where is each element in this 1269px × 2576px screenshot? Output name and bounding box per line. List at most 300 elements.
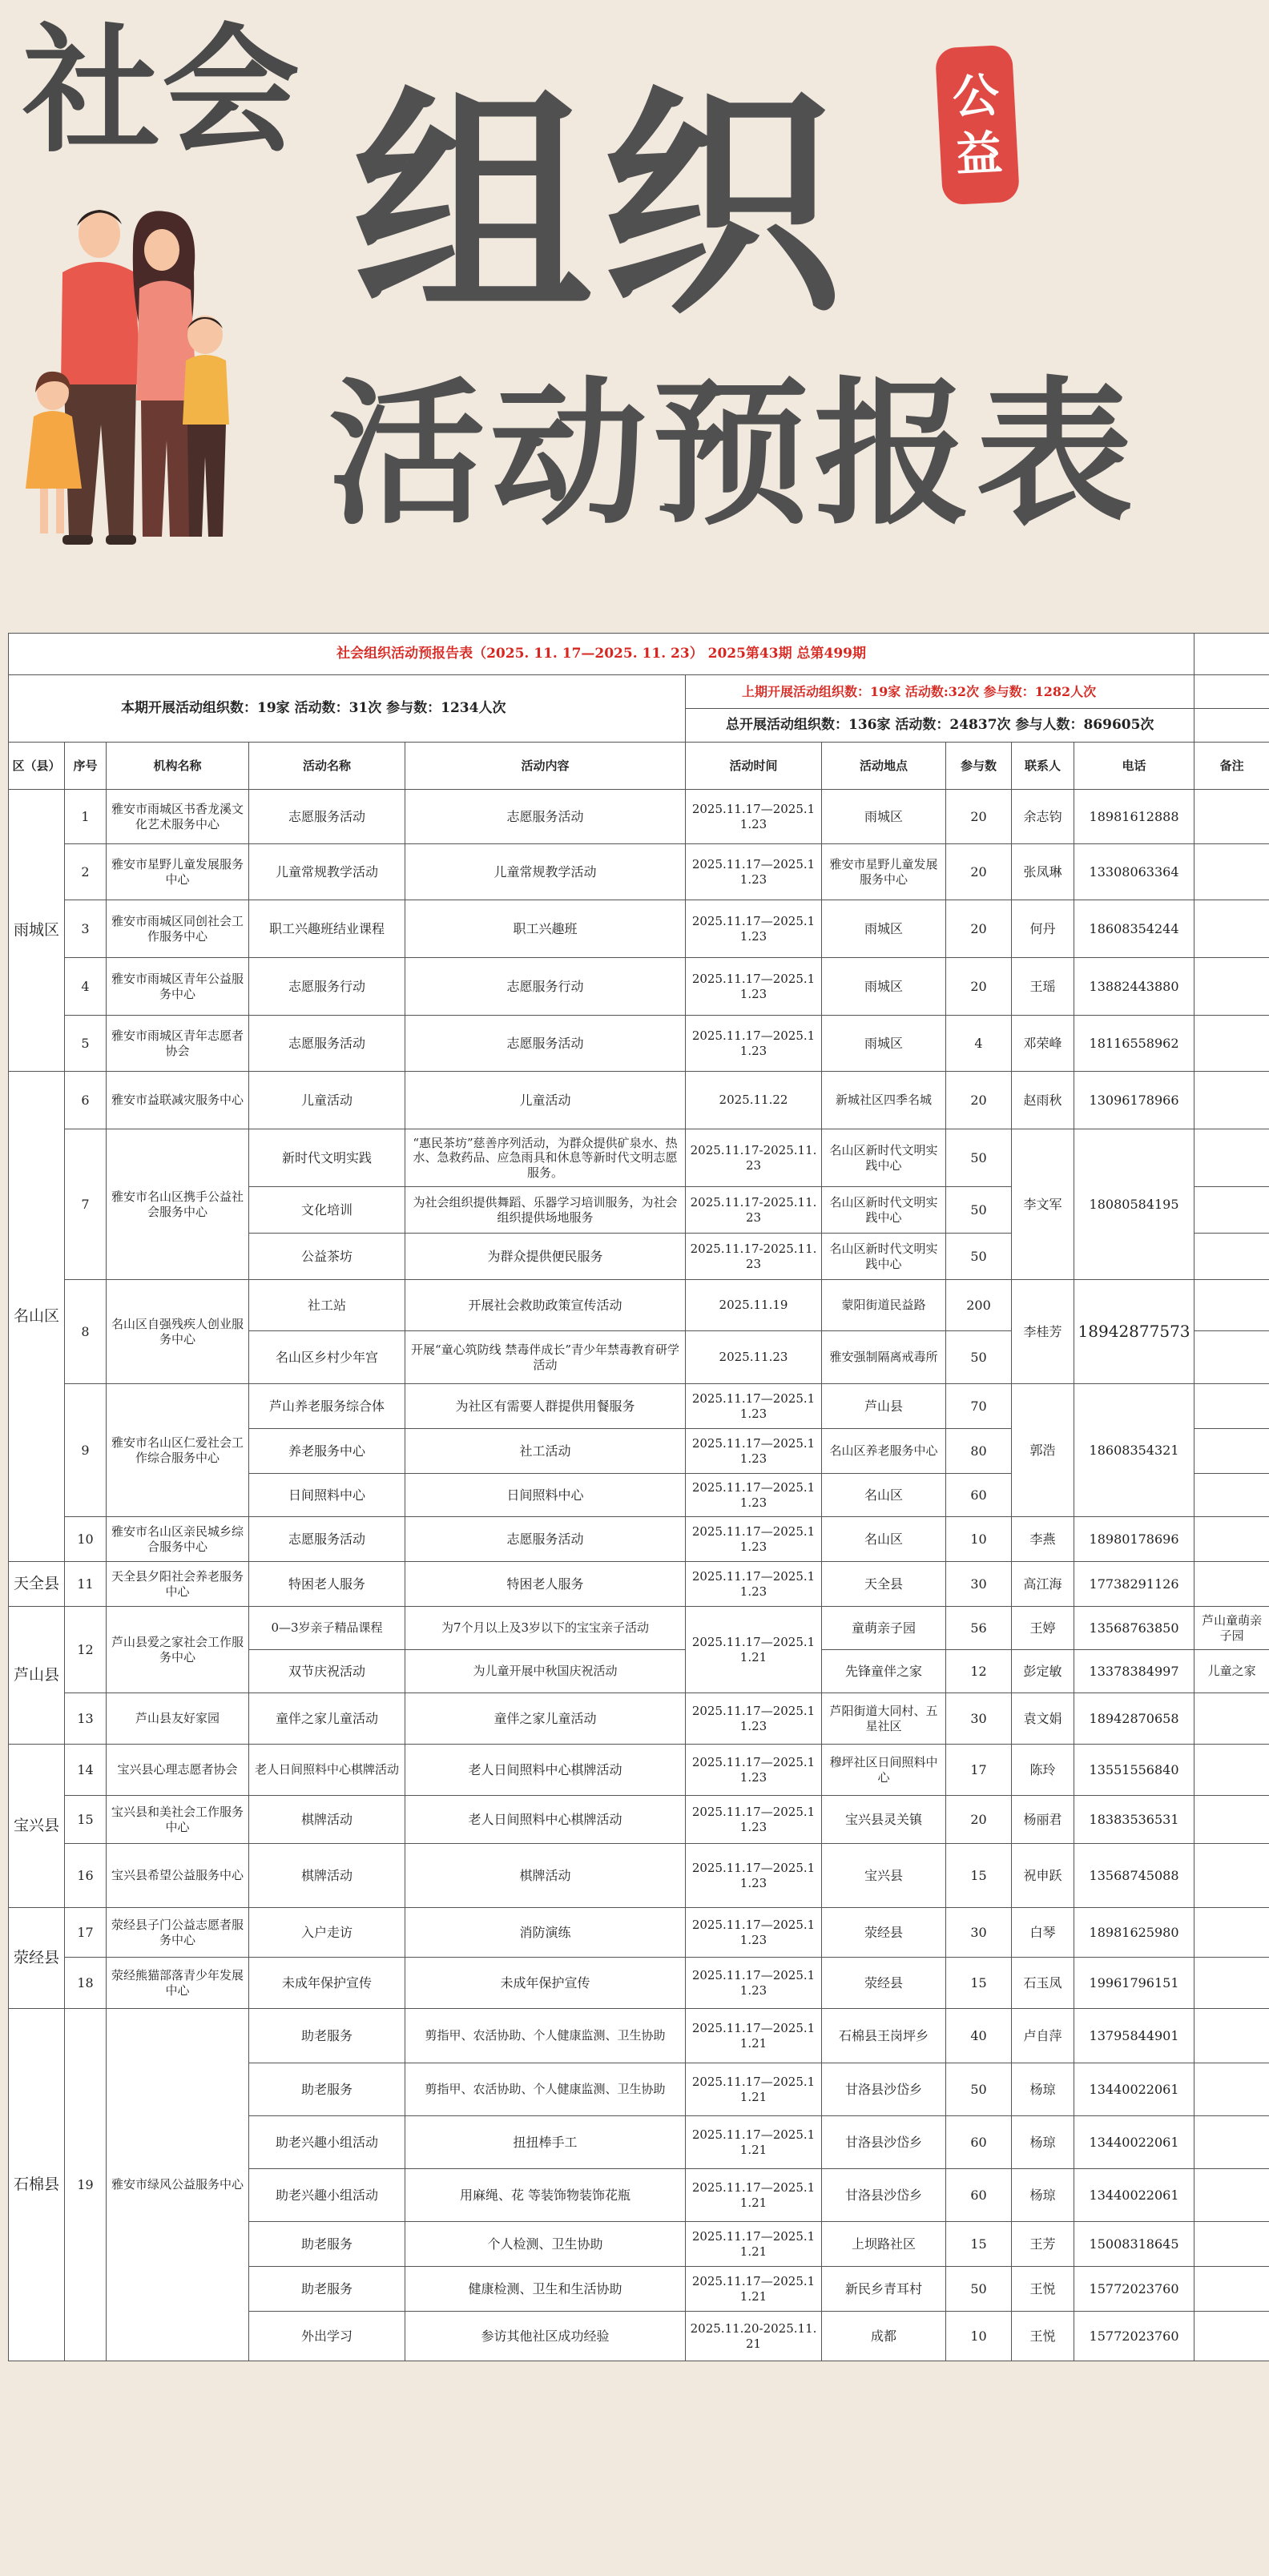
seal-char-1: 公 [951, 67, 1001, 125]
participant-count: 20 [946, 958, 1012, 1016]
contact-person: 石玉凤 [1012, 1958, 1074, 2009]
phone-number: 13551556840 [1074, 1745, 1194, 1796]
activity-name: 助老兴趣小组活动 [249, 2169, 405, 2222]
activity-content: 棋牌活动 [405, 1844, 686, 1908]
note: 芦山童萌亲子园 [1194, 1607, 1269, 1650]
note [1194, 1129, 1269, 1187]
note: 儿童之家 [1194, 1650, 1269, 1693]
phone-number: 13568745088 [1074, 1844, 1194, 1908]
district-cell: 荥经县 [9, 1908, 65, 2009]
table-row [9, 2009, 1269, 2063]
activity-name: 棋牌活动 [249, 1796, 405, 1844]
activity-name: 助老服务 [249, 2222, 405, 2267]
table-row [9, 1796, 1269, 1844]
activity-name: 志愿服务活动 [249, 790, 405, 844]
activity-time: 2025.11.17—2025.11.23 [686, 1745, 822, 1796]
activity-content: 童伴之家儿童活动 [405, 1693, 686, 1745]
activity-time: 2025.11.19 [686, 1280, 822, 1331]
participant-count: 60 [946, 2116, 1012, 2169]
participant-count: 15 [946, 1844, 1012, 1908]
phone-number: 18116558962 [1074, 1016, 1194, 1072]
note [1194, 790, 1269, 844]
header-note: 备注 [1194, 743, 1269, 790]
participant-count: 50 [946, 2267, 1012, 2312]
phone-number: 13440022061 [1074, 2063, 1194, 2116]
activity-place: 芦阳街道大同村、五星社区 [822, 1693, 946, 1745]
activity-name: 助老服务 [249, 2267, 405, 2312]
activity-place: 名山区新时代文明实践中心 [822, 1129, 946, 1187]
contact-person: 袁文娟 [1012, 1693, 1074, 1745]
table-row [9, 790, 1269, 844]
org-no: 8 [65, 1280, 107, 1384]
activity-time: 2025.11.22 [686, 1072, 822, 1129]
phone-number: 18080584195 [1074, 1129, 1194, 1280]
activity-time: 2025.11.17—2025.11.21 [686, 2116, 822, 2169]
contact-person: 张凤琳 [1012, 844, 1074, 900]
org-no: 2 [65, 844, 107, 900]
activity-place: 甘洛县沙岱乡 [822, 2116, 946, 2169]
participant-count: 200 [946, 1280, 1012, 1331]
participant-count: 10 [946, 1517, 1012, 1562]
activity-content: 志愿服务活动 [405, 1517, 686, 1562]
participant-count: 10 [946, 2312, 1012, 2361]
org-name: 天全县夕阳社会养老服务中心 [107, 1562, 249, 1607]
header-district: 区（县） [9, 743, 65, 790]
org-no: 4 [65, 958, 107, 1016]
participant-count: 40 [946, 2009, 1012, 2063]
table-row [9, 1072, 1269, 1129]
contact-person: 祝申跃 [1012, 1844, 1074, 1908]
activity-place: 雨城区 [822, 1016, 946, 1072]
table-row [9, 1607, 1269, 1650]
poster-title-line2: 组织 [352, 66, 849, 346]
activity-time: 2025.11.17—2025.11.23 [686, 900, 822, 958]
activity-place: 穆坪社区日间照料中心 [822, 1745, 946, 1796]
phone-number: 18608354244 [1074, 900, 1194, 958]
activity-content: 老人日间照料中心棋牌活动 [405, 1796, 686, 1844]
district-cell: 宝兴县 [9, 1745, 65, 1908]
org-name: 荥经县子门公益志愿者服务中心 [107, 1908, 249, 1958]
activity-content: 老人日间照料中心棋牌活动 [405, 1745, 686, 1796]
activity-time: 2025.11.23 [686, 1331, 822, 1384]
org-no: 17 [65, 1908, 107, 1958]
activity-place: 荥经县 [822, 1908, 946, 1958]
org-no: 18 [65, 1958, 107, 2009]
note [1194, 2009, 1269, 2063]
phone-number: 13096178966 [1074, 1072, 1194, 1129]
activity-time: 2025.11.17—2025.11.23 [686, 1562, 822, 1607]
activity-name: 助老服务 [249, 2063, 405, 2116]
org-no: 11 [65, 1562, 107, 1607]
note [1194, 1693, 1269, 1745]
org-name: 雅安市绿风公益服务中心 [107, 2009, 249, 2361]
note [1194, 844, 1269, 900]
report-table-wrapper [8, 633, 1269, 2361]
phone-number: 18981625980 [1074, 1908, 1194, 1958]
phone-number: 13568763850 [1074, 1607, 1194, 1650]
activity-time: 2025.11.17—2025.11.23 [686, 1517, 822, 1562]
table-row [9, 958, 1269, 1016]
org-no: 12 [65, 1607, 107, 1693]
org-name: 雅安市雨城区书香龙溪文化艺术服务中心 [107, 790, 249, 844]
activity-content: 为7个月以上及3岁以下的宝宝亲子活动 [405, 1607, 686, 1650]
participant-count: 50 [946, 1129, 1012, 1187]
activity-content: 志愿服务活动 [405, 790, 686, 844]
contact-person: 邓荣峰 [1012, 1016, 1074, 1072]
activity-time: 2025.11.17—2025.11.23 [686, 958, 822, 1016]
public-welfare-seal [935, 45, 1020, 206]
activity-name: 志愿服务活动 [249, 1517, 405, 1562]
note [1194, 2222, 1269, 2267]
org-name: 名山区自强残疾人创业服务中心 [107, 1280, 249, 1384]
activity-content: 用麻绳、花 等装饰物装饰花瓶 [405, 2169, 686, 2222]
activity-content: 儿童常规教学活动 [405, 844, 686, 900]
report-caption: 社会组织活动预报告表（2025. 11. 17—2025. 11. 23） 2025第43期 总第499期 [9, 634, 1194, 675]
activity-content: 儿童活动 [405, 1072, 686, 1129]
table-row [9, 1693, 1269, 1745]
org-no: 5 [65, 1016, 107, 1072]
participant-count: 70 [946, 1384, 1012, 1429]
participant-count: 20 [946, 790, 1012, 844]
poster-title-line1: 社会 [22, 10, 301, 171]
participant-count: 50 [946, 2063, 1012, 2116]
activity-time: 2025.11.17—2025.11.23 [686, 1958, 822, 2009]
note [1194, 2063, 1269, 2116]
contact-person: 李文军 [1012, 1129, 1074, 1280]
header-participants: 参与数 [946, 743, 1012, 790]
activity-name: 职工兴趣班结业课程 [249, 900, 405, 958]
contact-person: 王瑶 [1012, 958, 1074, 1016]
activity-content: 为社会组织提供舞蹈、乐器学习培训服务，为社会组织提供场地服务 [405, 1187, 686, 1234]
org-name: 宝兴县和美社会工作服务中心 [107, 1796, 249, 1844]
participant-count: 20 [946, 1796, 1012, 1844]
activity-name: 助老兴趣小组活动 [249, 2116, 405, 2169]
header-contact: 联系人 [1012, 743, 1074, 790]
org-no: 6 [65, 1072, 107, 1129]
org-name: 雅安市雨城区青年志愿者协会 [107, 1016, 249, 1072]
activity-name: 公益茶坊 [249, 1234, 405, 1280]
activity-name: 儿童常规教学活动 [249, 844, 405, 900]
contact-person: 王悦 [1012, 2312, 1074, 2361]
contact-person: 余志钧 [1012, 790, 1074, 844]
contact-person: 杨琼 [1012, 2063, 1074, 2116]
activity-content: 开展社会救助政策宣传活动 [405, 1280, 686, 1331]
activity-place: 雨城区 [822, 958, 946, 1016]
activity-name: 芦山养老服务综合体 [249, 1384, 405, 1429]
activity-place: 雅安市星野儿童发展服务中心 [822, 844, 946, 900]
activity-place: 宝兴县灵关镇 [822, 1796, 946, 1844]
phone-number: 15008318645 [1074, 2222, 1194, 2267]
activity-place: 甘洛县沙岱乡 [822, 2063, 946, 2116]
activity-name: 日间照料中心 [249, 1474, 405, 1517]
participant-count: 30 [946, 1562, 1012, 1607]
activity-name: 文化培训 [249, 1187, 405, 1234]
activity-time: 2025.11.17—2025.11.21 [686, 2169, 822, 2222]
activity-content: 职工兴趣班 [405, 900, 686, 958]
activity-place: 宝兴县 [822, 1844, 946, 1908]
activity-place: 荥经县 [822, 1958, 946, 2009]
contact-person: 杨琼 [1012, 2116, 1074, 2169]
participant-count: 12 [946, 1650, 1012, 1693]
district-cell: 石棉县 [9, 2009, 65, 2361]
activity-time: 2025.11.17—2025.11.23 [686, 1693, 822, 1745]
org-no: 9 [65, 1384, 107, 1517]
table-row [9, 844, 1269, 900]
phone-number: 18942870658 [1074, 1693, 1194, 1745]
last-period-summary: 上期开展活动组织数：19家 活动数:32次 参与数：1282人次 [686, 675, 1194, 709]
org-name: 雅安市雨城区青年公益服务中心 [107, 958, 249, 1016]
activity-name: 老人日间照料中心棋牌活动 [249, 1745, 405, 1796]
org-no: 7 [65, 1129, 107, 1280]
note [1194, 900, 1269, 958]
activity-time: 2025.11.17—2025.11.23 [686, 1474, 822, 1517]
activity-place: 上坝路社区 [822, 2222, 946, 2267]
activity-name: 助老服务 [249, 2009, 405, 2063]
activity-time: 2025.11.17—2025.11.23 [686, 1908, 822, 1958]
note [1194, 1280, 1269, 1331]
note [1194, 1072, 1269, 1129]
note [1194, 1745, 1269, 1796]
header-no: 序号 [65, 743, 107, 790]
activity-name: 志愿服务行动 [249, 958, 405, 1016]
activity-time: 2025.11.17—2025.11.23 [686, 790, 822, 844]
activity-content: 为群众提供便民服务 [405, 1234, 686, 1280]
contact-person: 郭浩 [1012, 1384, 1074, 1517]
participant-count: 50 [946, 1187, 1012, 1234]
activity-content: 参访其他社区成功经验 [405, 2312, 686, 2361]
activity-content: 剪指甲、农活协助、个人健康监测、卫生协助 [405, 2063, 686, 2116]
activity-name: 双节庆祝活动 [249, 1650, 405, 1693]
note [1194, 2267, 1269, 2312]
table-row [9, 1958, 1269, 2009]
poster-title-line3: 活动预报表 [328, 364, 1138, 546]
org-no: 16 [65, 1844, 107, 1908]
activity-content: 特困老人服务 [405, 1562, 686, 1607]
activity-place: 新城社区四季名城 [822, 1072, 946, 1129]
org-name: 荥经熊猫部落青少年发展中心 [107, 1958, 249, 2009]
phone-number: 13882443880 [1074, 958, 1194, 1016]
phone-number: 18608354321 [1074, 1384, 1194, 1517]
district-cell: 芦山县 [9, 1607, 65, 1745]
header-activity-name: 活动名称 [249, 743, 405, 790]
header-org-name: 机构名称 [107, 743, 249, 790]
note [1194, 1016, 1269, 1072]
activity-name: 名山区乡村少年宫 [249, 1331, 405, 1384]
activity-time: 2025.11.17—2025.11.21 [686, 2267, 822, 2312]
participant-count: 50 [946, 1234, 1012, 1280]
contact-person: 白琴 [1012, 1908, 1074, 1958]
org-no: 13 [65, 1693, 107, 1745]
phone-number: 15772023760 [1074, 2312, 1194, 2361]
activity-time: 2025.11.17—2025.11.23 [686, 1844, 822, 1908]
table-row [9, 1384, 1269, 1429]
participant-count: 60 [946, 1474, 1012, 1517]
note [1194, 1562, 1269, 1607]
activity-place: 名山区 [822, 1474, 946, 1517]
phone-number: 18981612888 [1074, 790, 1194, 844]
activity-time: 2025.11.20-2025.11.21 [686, 2312, 822, 2361]
activity-name: 特困老人服务 [249, 1562, 405, 1607]
total-summary: 总开展活动组织数：136家 活动数：24837次 参与人数：869605次 [686, 709, 1194, 743]
header-activity-place: 活动地点 [822, 743, 946, 790]
activity-time: 2025.11.17—2025.11.21 [686, 2063, 822, 2116]
district-cell: 名山区 [9, 1072, 65, 1562]
phone-number: 13378384997 [1074, 1650, 1194, 1693]
note [1194, 1796, 1269, 1844]
phone-number: 13795844901 [1074, 2009, 1194, 2063]
district-cell: 雨城区 [9, 790, 65, 1072]
table-row [9, 900, 1269, 958]
activity-place: 天全县 [822, 1562, 946, 1607]
note [1194, 1187, 1269, 1234]
phone-number: 13308063364 [1074, 844, 1194, 900]
note [1194, 1429, 1269, 1474]
phone-number: 17738291126 [1074, 1562, 1194, 1607]
phone-number: 13440022061 [1074, 2169, 1194, 2222]
activity-time: 2025.11.17-2025.11.23 [686, 1234, 822, 1280]
activity-place: 甘洛县沙岱乡 [822, 2169, 946, 2222]
activity-place: 石棉县王岗坪乡 [822, 2009, 946, 2063]
activity-report-table [8, 633, 1269, 2361]
participant-count: 56 [946, 1607, 1012, 1650]
activity-time: 2025.11.17-2025.11.23 [686, 1187, 822, 1234]
org-name: 雅安市雨城区同创社会工作服务中心 [107, 900, 249, 958]
note [1194, 1958, 1269, 2009]
activity-place: 名山区新时代文明实践中心 [822, 1234, 946, 1280]
activity-content: 为儿童开展中秋国庆祝活动 [405, 1650, 686, 1693]
contact-person: 李桂芳 [1012, 1280, 1074, 1384]
note [1194, 1384, 1269, 1429]
note [1194, 1474, 1269, 1517]
contact-person: 卢自萍 [1012, 2009, 1074, 2063]
contact-person: 彭定敏 [1012, 1650, 1074, 1693]
org-no: 10 [65, 1517, 107, 1562]
activity-time: 2025.11.17—2025.11.23 [686, 1429, 822, 1474]
participant-count: 4 [946, 1016, 1012, 1072]
participant-count: 15 [946, 1958, 1012, 2009]
activity-time: 2025.11.17—2025.11.21 [686, 2222, 822, 2267]
note [1194, 2312, 1269, 2361]
org-name: 宝兴县希望公益服务中心 [107, 1844, 249, 1908]
contact-person: 高江海 [1012, 1562, 1074, 1607]
activity-place: 成都 [822, 2312, 946, 2361]
participant-count: 50 [946, 1331, 1012, 1384]
participant-count: 20 [946, 900, 1012, 958]
note [1194, 2169, 1269, 2222]
participant-count: 20 [946, 844, 1012, 900]
contact-person: 赵雨秋 [1012, 1072, 1074, 1129]
activity-name: 0—3岁亲子精品课程 [249, 1607, 405, 1650]
participant-count: 30 [946, 1693, 1012, 1745]
activity-place: 芦山县 [822, 1384, 946, 1429]
org-name: 雅安市名山区携手公益社会服务中心 [107, 1129, 249, 1280]
org-name: 芦山县友好家园 [107, 1693, 249, 1745]
activity-time: 2025.11.17—2025.11.23 [686, 1016, 822, 1072]
activity-name: 志愿服务活动 [249, 1016, 405, 1072]
participant-count: 30 [946, 1908, 1012, 1958]
district-cell: 天全县 [9, 1562, 65, 1607]
activity-time: 2025.11.17—2025.11.23 [686, 1796, 822, 1844]
activity-time: 2025.11.17—2025.11.21 [686, 2009, 822, 2063]
contact-person: 李燕 [1012, 1517, 1074, 1562]
activity-name: 棋牌活动 [249, 1844, 405, 1908]
activity-time: 2025.11.17—2025.11.23 [686, 1384, 822, 1429]
note [1194, 1844, 1269, 1908]
activity-place: 雨城区 [822, 790, 946, 844]
activity-place: 蒙阳街道民益路 [822, 1280, 946, 1331]
org-no: 3 [65, 900, 107, 958]
contact-person: 杨琼 [1012, 2169, 1074, 2222]
table-row [9, 1745, 1269, 1796]
org-name: 芦山县爱之家社会工作服务中心 [107, 1607, 249, 1693]
org-name: 宝兴县心理志愿者协会 [107, 1745, 249, 1796]
note [1194, 2116, 1269, 2169]
activity-name: 社工站 [249, 1280, 405, 1331]
activity-content: 为社区有需要人群提供用餐服务 [405, 1384, 686, 1429]
participant-count: 60 [946, 2169, 1012, 2222]
activity-content: 开展“童心筑防线 禁毒伴成长”青少年禁毒教育研学活动 [405, 1331, 686, 1384]
participant-count: 15 [946, 2222, 1012, 2267]
activity-content: 社工活动 [405, 1429, 686, 1474]
activity-content: 健康检测、卫生和生活协助 [405, 2267, 686, 2312]
table-row [9, 1908, 1269, 1958]
activity-content: 未成年保护宣传 [405, 1958, 686, 2009]
activity-place: 名山区新时代文明实践中心 [822, 1187, 946, 1234]
note [1194, 1517, 1269, 1562]
activity-content: 扭扭棒手工 [405, 2116, 686, 2169]
activity-content: 日间照料中心 [405, 1474, 686, 1517]
activity-time: 2025.11.17—2025.11.23 [686, 844, 822, 900]
activity-content: 剪指甲、农活协助、个人健康监测、卫生协助 [405, 2009, 686, 2063]
activity-content: 志愿服务行动 [405, 958, 686, 1016]
org-no: 14 [65, 1745, 107, 1796]
seal-char-2: 益 [954, 125, 1004, 183]
activity-place: 名山区 [822, 1517, 946, 1562]
activity-content: “惠民茶坊”慈善序列活动，为群众提供矿泉水、热水、急救药品、应急雨具和休息等新时代文明志愿服务。 [405, 1129, 686, 1187]
activity-place: 新民乡青耳村 [822, 2267, 946, 2312]
activity-place: 名山区养老服务中心 [822, 1429, 946, 1474]
activity-time: 2025.11.17—2025.11.21 [686, 1607, 822, 1693]
activity-content: 个人检测、卫生协助 [405, 2222, 686, 2267]
org-name: 雅安市益联减灾服务中心 [107, 1072, 249, 1129]
this-period-summary: 本期开展活动组织数：19家 活动数：31次 参与数：1234人次 [9, 675, 686, 743]
activity-name: 未成年保护宣传 [249, 1958, 405, 2009]
phone-number: 15772023760 [1074, 2267, 1194, 2312]
org-no: 1 [65, 790, 107, 844]
contact-person: 杨丽君 [1012, 1796, 1074, 1844]
contact-person: 王婷 [1012, 1607, 1074, 1650]
org-name: 雅安市名山区亲民城乡综合服务中心 [107, 1517, 249, 1562]
header-activity-time: 活动时间 [686, 743, 822, 790]
org-name: 雅安市名山区仁爱社会工作综合服务中心 [107, 1384, 249, 1517]
contact-person: 王悦 [1012, 2267, 1074, 2312]
table-row [9, 1517, 1269, 1562]
activity-name: 养老服务中心 [249, 1429, 405, 1474]
participant-count: 17 [946, 1745, 1012, 1796]
activity-time: 2025.11.17-2025.11.23 [686, 1129, 822, 1187]
activity-name: 儿童活动 [249, 1072, 405, 1129]
activity-place: 先锋童伴之家 [822, 1650, 946, 1693]
phone-number: 18383536531 [1074, 1796, 1194, 1844]
activity-content: 志愿服务活动 [405, 1016, 686, 1072]
activity-place: 童萌亲子园 [822, 1607, 946, 1650]
table-row [9, 1562, 1269, 1607]
contact-person: 陈玲 [1012, 1745, 1074, 1796]
header-phone: 电话 [1074, 743, 1194, 790]
activity-name: 新时代文明实践 [249, 1129, 405, 1187]
phone-number: 13440022061 [1074, 2116, 1194, 2169]
table-row [9, 1016, 1269, 1072]
